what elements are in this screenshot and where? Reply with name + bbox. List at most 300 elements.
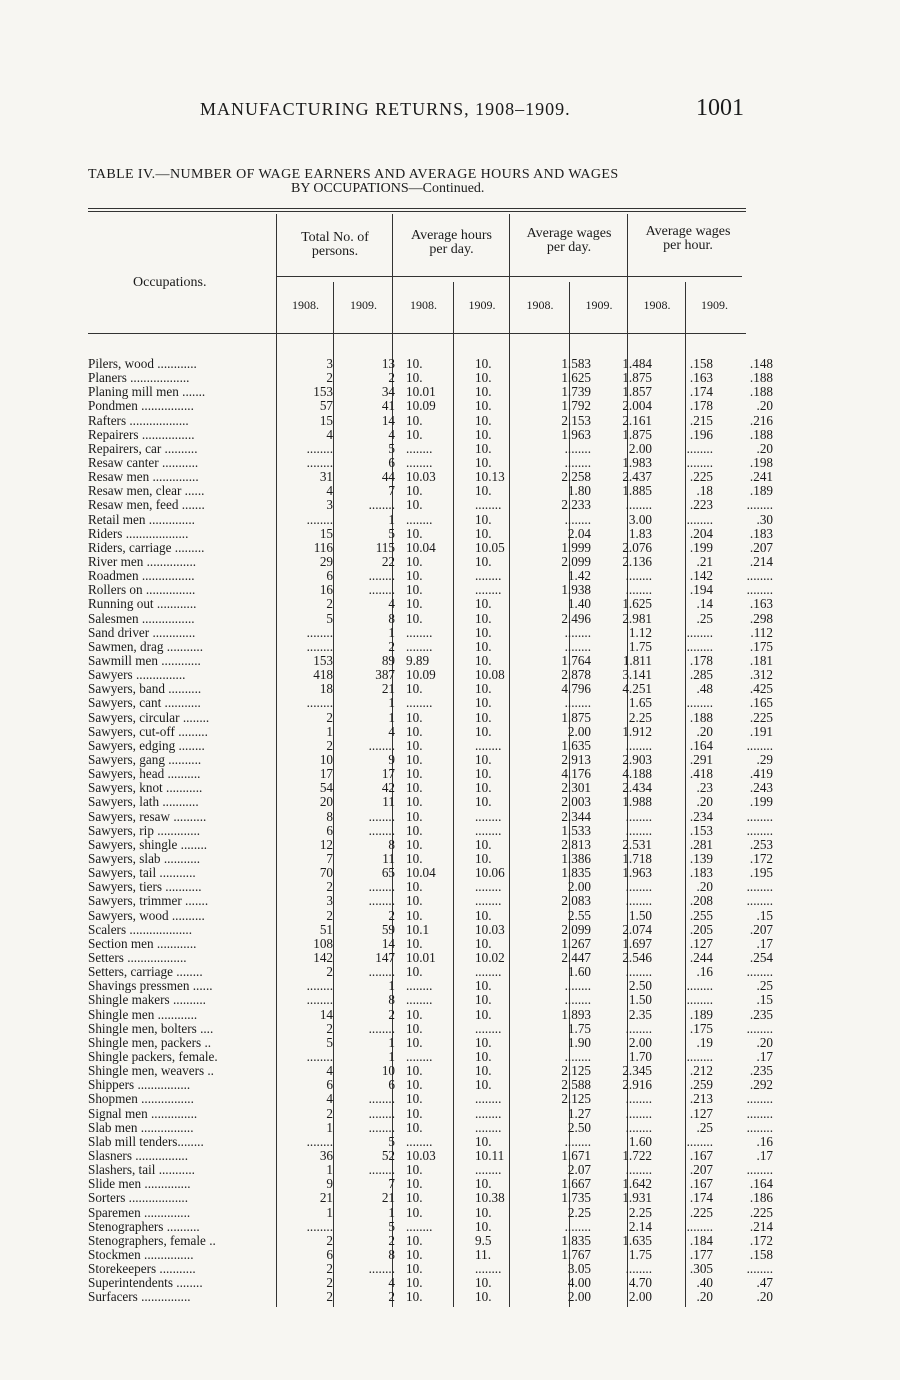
cell-wages-day-1909: 2.161 bbox=[622, 413, 652, 428]
cell-wages-day-1909: 2.076 bbox=[622, 540, 652, 555]
cell-wages-hour-1908: .196 bbox=[689, 427, 713, 442]
cell-hours-1908: ........ bbox=[406, 696, 433, 711]
cell-wages-hour-1908: .19 bbox=[696, 1035, 713, 1050]
cell-persons-1909: 8 bbox=[388, 993, 395, 1008]
cell-wages-day-1909: 1.75 bbox=[628, 639, 652, 654]
cell-hours-1908: 10. bbox=[406, 894, 423, 909]
cell-persons-1908: 2 bbox=[326, 1276, 333, 1291]
cell-wages-hour-1909: .235 bbox=[749, 1064, 773, 1079]
cell-persons-1908: 51 bbox=[319, 922, 333, 937]
cell-wages-day-1909: 2.437 bbox=[622, 470, 652, 485]
cell-occupation: Rollers on ............... bbox=[88, 583, 196, 598]
cell-wages-hour-1909: ........ bbox=[746, 880, 773, 895]
cell-hours-1909: 10.02 bbox=[475, 950, 505, 965]
table-row bbox=[88, 612, 776, 626]
cell-persons-1909: ........ bbox=[368, 965, 395, 980]
cell-persons-1909: ........ bbox=[368, 894, 395, 909]
table-row bbox=[88, 767, 776, 781]
cell-wages-day-1908: ........ bbox=[564, 639, 591, 654]
table-row bbox=[88, 1276, 776, 1290]
cell-wages-day-1909: 4.251 bbox=[622, 682, 652, 697]
cell-hours-1908: 10. bbox=[406, 611, 423, 626]
cell-wages-hour-1909: .20 bbox=[756, 1035, 773, 1050]
year-persons-1908: 1908. bbox=[292, 298, 319, 312]
table-row bbox=[88, 442, 776, 456]
wages-hour-header bbox=[629, 225, 747, 253]
cell-persons-1908: 108 bbox=[313, 936, 333, 951]
cell-wages-hour-1908: .174 bbox=[689, 385, 713, 400]
cell-hours-1908: 10. bbox=[406, 1191, 423, 1206]
cell-wages-day-1909: 2.136 bbox=[622, 554, 652, 570]
cell-hours-1909: 10. bbox=[475, 413, 492, 428]
cell-occupation: Resaw men .............. bbox=[88, 470, 199, 485]
table-row bbox=[88, 1036, 776, 1050]
cell-wages-hour-1909: .254 bbox=[749, 950, 773, 965]
cell-wages-hour-1909: .189 bbox=[749, 484, 773, 499]
cell-persons-1908: 54 bbox=[319, 781, 333, 796]
cell-wages-hour-1908: ........ bbox=[686, 1134, 713, 1149]
cell-wages-hour-1908: .142 bbox=[689, 569, 713, 584]
hours-header-line-1: Average hours bbox=[411, 228, 492, 243]
cell-persons-1908: 2 bbox=[326, 1021, 333, 1036]
cell-wages-day-1909: 2.00 bbox=[628, 441, 652, 456]
cell-wages-hour-1908: .127 bbox=[689, 1106, 713, 1121]
cell-occupation: Resaw men, feed ....... bbox=[88, 498, 205, 513]
cell-persons-1909: 147 bbox=[375, 950, 395, 965]
cell-hours-1909: 10. bbox=[475, 484, 492, 499]
cell-wages-day-1909: 2.903 bbox=[622, 752, 652, 767]
cell-wages-day-1908: ........ bbox=[564, 512, 591, 527]
cell-persons-1908: 57 bbox=[319, 399, 333, 414]
cell-wages-day-1909: ........ bbox=[625, 1106, 652, 1121]
cell-wages-day-1908: 1.739 bbox=[561, 385, 591, 400]
cell-hours-1908: 10. bbox=[406, 1021, 423, 1036]
cell-occupation: Shingle men, packers .. bbox=[88, 1035, 212, 1050]
cell-hours-1908: ........ bbox=[406, 993, 433, 1008]
hours-header-line-2: per day. bbox=[429, 242, 474, 257]
cell-persons-1908: 12 bbox=[319, 837, 333, 852]
cell-wages-hour-1908: .188 bbox=[689, 710, 713, 725]
table-row bbox=[88, 541, 776, 555]
cell-hours-1909: 10. bbox=[475, 1290, 492, 1305]
cell-wages-hour-1908: .178 bbox=[689, 653, 713, 669]
hours-header bbox=[394, 229, 509, 257]
cell-occupation: Sawyers, tail ........... bbox=[88, 866, 196, 881]
cell-wages-day-1909: ........ bbox=[625, 1021, 652, 1036]
cell-persons-1908: 2 bbox=[326, 1233, 333, 1248]
wages-day-header-line-2: per day. bbox=[546, 240, 592, 255]
cell-occupation: Shopmen ................ bbox=[88, 1092, 194, 1107]
cell-wages-hour-1909: ........ bbox=[746, 569, 773, 584]
cell-occupation: Repairers, car .......... bbox=[88, 441, 198, 456]
cell-hours-1908: 10. bbox=[406, 371, 423, 386]
cell-wages-hour-1908: .418 bbox=[689, 767, 713, 782]
cell-wages-day-1908: 2.00 bbox=[567, 724, 591, 739]
table-row bbox=[88, 739, 776, 753]
cell-persons-1908: 29 bbox=[319, 554, 333, 570]
cell-hours-1909: ........ bbox=[475, 498, 502, 513]
cell-occupation: River men ............... bbox=[88, 554, 197, 570]
cell-persons-1909: 21 bbox=[381, 682, 395, 697]
cell-wages-hour-1909: .172 bbox=[749, 851, 773, 866]
cell-hours-1909: 10. bbox=[475, 710, 492, 725]
cell-wages-hour-1909: .312 bbox=[749, 668, 773, 683]
cell-wages-day-1908: 2.496 bbox=[561, 611, 591, 626]
cell-wages-day-1909: 1.988 bbox=[622, 795, 652, 810]
table-row bbox=[88, 555, 776, 569]
cell-wages-hour-1909: .214 bbox=[749, 554, 773, 570]
cell-persons-1909: ........ bbox=[368, 1262, 395, 1277]
cell-hours-1908: 10. bbox=[406, 738, 423, 753]
cell-wages-day-1908: ........ bbox=[564, 979, 591, 994]
cell-occupation: Sawyers, band .......... bbox=[88, 682, 202, 697]
cell-persons-1909: 6 bbox=[388, 455, 395, 471]
cell-wages-hour-1909: .253 bbox=[749, 837, 773, 852]
cell-persons-1909: 2 bbox=[388, 1233, 395, 1248]
cell-persons-1908: ........ bbox=[306, 1219, 333, 1234]
cell-wages-hour-1909: .112 bbox=[750, 625, 773, 640]
cell-occupation: Sawmen, drag ........... bbox=[88, 639, 204, 654]
cell-wages-hour-1908: .21 bbox=[696, 554, 713, 570]
cell-occupation: Sand driver ............. bbox=[88, 625, 196, 640]
cell-wages-day-1909: 2.981 bbox=[622, 611, 652, 626]
cell-wages-day-1908: 1.735 bbox=[561, 1191, 591, 1206]
cell-wages-day-1909: 1.722 bbox=[622, 1148, 652, 1163]
cell-persons-1909: 1 bbox=[388, 1035, 395, 1050]
cell-occupation: Running out ............ bbox=[88, 597, 197, 612]
table-row bbox=[88, 385, 776, 399]
cell-hours-1909: 10. bbox=[475, 427, 492, 442]
cell-persons-1909: 22 bbox=[381, 554, 395, 570]
cell-wages-day-1909: 1.60 bbox=[628, 1134, 652, 1149]
table-row bbox=[88, 937, 776, 951]
cell-wages-hour-1908: .208 bbox=[689, 894, 713, 909]
cell-wages-day-1909: 1.75 bbox=[628, 1247, 652, 1262]
cell-persons-1909: ........ bbox=[368, 738, 395, 753]
cell-wages-hour-1909: .20 bbox=[756, 441, 773, 456]
cell-persons-1908: 4 bbox=[326, 427, 333, 442]
cell-wages-day-1908: 1.767 bbox=[561, 1247, 591, 1262]
cell-hours-1909: 10. bbox=[475, 1177, 492, 1192]
cell-persons-1908: 2 bbox=[326, 371, 333, 386]
table-caption bbox=[88, 168, 748, 196]
cell-occupation: Shingle men ............ bbox=[88, 1007, 198, 1022]
table-row bbox=[88, 371, 776, 385]
table-row bbox=[88, 1121, 776, 1135]
cell-wages-day-1908: 1.90 bbox=[567, 1035, 591, 1050]
cell-wages-day-1908: 2.301 bbox=[561, 781, 591, 796]
cell-wages-hour-1908: .127 bbox=[689, 936, 713, 951]
cell-occupation: Shingle men, weavers .. bbox=[88, 1064, 214, 1079]
cell-hours-1909: 10. bbox=[475, 993, 492, 1008]
table-row bbox=[88, 1092, 776, 1106]
cell-hours-1908: 10. bbox=[406, 1106, 423, 1121]
cell-persons-1909: 9 bbox=[388, 752, 395, 767]
cell-wages-hour-1908: .174 bbox=[689, 1191, 713, 1206]
cell-persons-1908: 20 bbox=[319, 795, 333, 810]
cell-persons-1909: 1 bbox=[388, 696, 395, 711]
cell-wages-hour-1909: .195 bbox=[749, 866, 773, 881]
cell-hours-1908: 10. bbox=[406, 1163, 423, 1178]
cell-occupation: Sawmill men ............ bbox=[88, 653, 201, 669]
cell-occupation: Riders ................... bbox=[88, 526, 189, 541]
cell-hours-1909: 10. bbox=[475, 682, 492, 697]
cell-hours-1908: 10. bbox=[406, 1290, 423, 1305]
cell-wages-day-1908: 2.099 bbox=[561, 922, 591, 937]
page-number: 1001 bbox=[696, 95, 744, 121]
wages-hour-header-line-2: per hour. bbox=[663, 238, 713, 253]
table-row bbox=[88, 753, 776, 767]
cell-wages-day-1909: 2.004 bbox=[622, 399, 652, 414]
cell-hours-1908: 10. bbox=[406, 1205, 423, 1220]
cell-wages-hour-1908: .175 bbox=[689, 1021, 713, 1036]
cell-wages-hour-1909: .172 bbox=[749, 1233, 773, 1248]
cell-persons-1909: ........ bbox=[368, 498, 395, 513]
cell-persons-1908: 3 bbox=[326, 357, 333, 372]
cell-occupation: Stenographers, female .. bbox=[88, 1233, 216, 1248]
cell-wages-hour-1909: .17 bbox=[756, 1148, 773, 1163]
cell-hours-1909: 10. bbox=[475, 639, 492, 654]
cell-wages-hour-1908: .223 bbox=[689, 498, 713, 513]
cell-occupation: Sorters .................. bbox=[88, 1191, 189, 1206]
cell-occupation: Resaw canter ........... bbox=[88, 455, 199, 471]
cell-wages-hour-1908: .153 bbox=[689, 823, 713, 838]
table-row bbox=[88, 414, 776, 428]
cell-hours-1908: 10. bbox=[406, 1078, 423, 1093]
cell-persons-1908: 6 bbox=[326, 569, 333, 584]
cell-wages-day-1908: 2.447 bbox=[561, 950, 591, 965]
cell-hours-1908: 10. bbox=[406, 569, 423, 584]
cell-wages-hour-1908: ........ bbox=[686, 512, 713, 527]
cell-wages-hour-1909: .163 bbox=[749, 597, 773, 612]
cell-wages-day-1909: 2.345 bbox=[622, 1064, 652, 1079]
table-row bbox=[88, 1234, 776, 1248]
cell-persons-1908: 1 bbox=[326, 1120, 333, 1135]
cell-occupation: Superintendents ........ bbox=[88, 1276, 203, 1291]
cell-wages-hour-1909: .16 bbox=[756, 1134, 773, 1149]
cell-persons-1908: ........ bbox=[306, 1134, 333, 1149]
cell-persons-1909: 1 bbox=[388, 512, 395, 527]
cell-persons-1909: 8 bbox=[388, 1247, 395, 1262]
cell-wages-day-1909: 1.697 bbox=[622, 936, 652, 951]
table-row bbox=[88, 498, 776, 512]
cell-hours-1908: ........ bbox=[406, 1134, 433, 1149]
cell-wages-hour-1909: .29 bbox=[756, 752, 773, 767]
table-row bbox=[88, 795, 776, 809]
cell-hours-1909: 10. bbox=[475, 1035, 492, 1050]
cell-persons-1909: 42 bbox=[381, 781, 395, 796]
cell-wages-hour-1908: .48 bbox=[696, 682, 713, 697]
top-rule bbox=[88, 208, 746, 209]
cell-persons-1909: 1 bbox=[388, 625, 395, 640]
cell-hours-1908: 10.1 bbox=[406, 922, 430, 937]
cell-persons-1909: 6 bbox=[388, 1078, 395, 1093]
cell-hours-1909: 10. bbox=[475, 1134, 492, 1149]
cell-wages-day-1908: 2.50 bbox=[567, 1120, 591, 1135]
cell-hours-1908: 10. bbox=[406, 936, 423, 951]
cell-persons-1908: ........ bbox=[306, 1049, 333, 1064]
cell-hours-1909: 10. bbox=[475, 696, 492, 711]
cell-occupation: Pondmen ................ bbox=[88, 399, 194, 414]
cell-wages-hour-1909: .241 bbox=[749, 470, 773, 485]
cell-wages-hour-1909: .158 bbox=[749, 1247, 773, 1262]
cell-persons-1909: 59 bbox=[381, 922, 395, 937]
cell-hours-1908: 10. bbox=[406, 781, 423, 796]
cell-persons-1908: ........ bbox=[306, 625, 333, 640]
cell-wages-hour-1908: ........ bbox=[686, 639, 713, 654]
cell-hours-1909: 10. bbox=[475, 371, 492, 386]
cell-wages-day-1908: 1.835 bbox=[561, 1233, 591, 1248]
cell-wages-hour-1909: .186 bbox=[749, 1191, 773, 1206]
cell-hours-1908: ........ bbox=[406, 625, 433, 640]
cell-wages-day-1908: 1.583 bbox=[561, 357, 591, 372]
cell-persons-1909: 65 bbox=[381, 866, 395, 881]
cell-wages-hour-1908: ........ bbox=[686, 993, 713, 1008]
cell-wages-hour-1908: .164 bbox=[689, 738, 713, 753]
cell-wages-day-1908: 2.04 bbox=[567, 526, 591, 541]
table-row bbox=[88, 1191, 776, 1205]
cell-persons-1908: 2 bbox=[326, 1290, 333, 1305]
cell-persons-1908: 5 bbox=[326, 1035, 333, 1050]
cell-wages-day-1908: 1.75 bbox=[567, 1021, 591, 1036]
cell-hours-1909: 10. bbox=[475, 1049, 492, 1064]
cell-wages-day-1908: 3.05 bbox=[567, 1262, 591, 1277]
cell-occupation: Shippers ................ bbox=[88, 1078, 191, 1093]
cell-wages-day-1908: 2.099 bbox=[561, 554, 591, 570]
cell-wages-day-1909: 2.00 bbox=[628, 1290, 652, 1305]
cell-wages-hour-1909: .188 bbox=[749, 385, 773, 400]
cell-wages-day-1908: 1.999 bbox=[561, 540, 591, 555]
cell-hours-1908: 10.03 bbox=[406, 470, 436, 485]
cell-wages-hour-1908: .183 bbox=[689, 866, 713, 881]
cell-wages-day-1908: 2.00 bbox=[567, 1290, 591, 1305]
cell-persons-1909: 21 bbox=[381, 1191, 395, 1206]
cell-wages-hour-1909: .20 bbox=[756, 399, 773, 414]
table-row bbox=[88, 1050, 776, 1064]
year-hours-1908: 1908. bbox=[410, 298, 437, 312]
caption-line-1: TABLE IV.—NUMBER OF WAGE EARNERS AND AVERAGE HOURS AND WAGES bbox=[88, 167, 619, 182]
cell-hours-1908: ........ bbox=[406, 455, 433, 471]
cell-wages-day-1908: ........ bbox=[564, 696, 591, 711]
cell-wages-day-1909: 1.912 bbox=[622, 724, 652, 739]
cell-persons-1909: 14 bbox=[381, 413, 395, 428]
cell-hours-1908: 10. bbox=[406, 752, 423, 767]
cell-persons-1908: 3 bbox=[326, 894, 333, 909]
cell-persons-1909: ........ bbox=[368, 1120, 395, 1135]
cell-wages-hour-1908: .167 bbox=[689, 1177, 713, 1192]
table-row bbox=[88, 597, 776, 611]
cell-wages-hour-1908: .259 bbox=[689, 1078, 713, 1093]
cell-wages-hour-1908: ........ bbox=[686, 455, 713, 471]
cell-hours-1909: 10. bbox=[475, 611, 492, 626]
occupations-table bbox=[88, 357, 776, 1304]
cell-wages-day-1909: 1.857 bbox=[622, 385, 652, 400]
cell-wages-hour-1909: .15 bbox=[756, 993, 773, 1008]
cell-occupation: Sawyers, lath ........... bbox=[88, 795, 199, 810]
cell-wages-day-1909: ........ bbox=[625, 1262, 652, 1277]
cell-persons-1908: 7 bbox=[326, 851, 333, 866]
cell-wages-hour-1908: ........ bbox=[686, 625, 713, 640]
cell-persons-1908: 2 bbox=[326, 738, 333, 753]
cell-wages-day-1909: 2.531 bbox=[622, 837, 652, 852]
cell-wages-hour-1909: .188 bbox=[749, 371, 773, 386]
table-row bbox=[88, 357, 776, 371]
table-row bbox=[88, 965, 776, 979]
cell-hours-1908: 10.04 bbox=[406, 866, 436, 881]
cell-persons-1908: 2 bbox=[326, 1106, 333, 1121]
table-row bbox=[88, 1163, 776, 1177]
cell-wages-day-1908: 1.875 bbox=[561, 710, 591, 725]
cell-wages-day-1908: 2.588 bbox=[561, 1078, 591, 1093]
cell-wages-day-1908: 2.25 bbox=[567, 1205, 591, 1220]
cell-wages-day-1909: 2.50 bbox=[628, 979, 652, 994]
cell-persons-1908: 31 bbox=[319, 470, 333, 485]
cell-occupation: Riders, carriage ......... bbox=[88, 540, 205, 555]
table-row bbox=[88, 640, 776, 654]
table-row bbox=[88, 993, 776, 1007]
cell-wages-day-1908: ........ bbox=[564, 993, 591, 1008]
cell-wages-day-1908: 2.233 bbox=[561, 498, 591, 513]
cell-hours-1908: 10. bbox=[406, 1262, 423, 1277]
cell-wages-hour-1908: .255 bbox=[689, 908, 713, 923]
cell-persons-1909: ........ bbox=[368, 583, 395, 598]
table-row bbox=[88, 923, 776, 937]
table-row bbox=[88, 979, 776, 993]
cell-wages-day-1908: 2.878 bbox=[561, 668, 591, 683]
cell-hours-1908: 10. bbox=[406, 526, 423, 541]
cell-occupation: Sparemen .............. bbox=[88, 1205, 191, 1220]
cell-wages-hour-1909: .17 bbox=[756, 1049, 773, 1064]
cell-wages-day-1909: 1.70 bbox=[628, 1049, 652, 1064]
cell-occupation: Setters .................. bbox=[88, 950, 187, 965]
cell-wages-hour-1908: .177 bbox=[689, 1247, 713, 1262]
cell-persons-1908: 15 bbox=[319, 526, 333, 541]
cell-occupation: Sawyers, head .......... bbox=[88, 767, 201, 782]
cell-occupation: Sawyers, gang .......... bbox=[88, 752, 202, 767]
cell-wages-hour-1908: .305 bbox=[689, 1262, 713, 1277]
cell-wages-day-1909: ........ bbox=[625, 738, 652, 753]
table-row bbox=[88, 428, 776, 442]
table-row bbox=[88, 513, 776, 527]
cell-persons-1908: 1 bbox=[326, 1205, 333, 1220]
cell-wages-day-1908: 1.893 bbox=[561, 1007, 591, 1022]
cell-wages-day-1909: 1.635 bbox=[622, 1233, 652, 1248]
cell-hours-1909: 10. bbox=[475, 1219, 492, 1234]
cell-hours-1909: 9.5 bbox=[475, 1233, 492, 1248]
cell-wages-day-1909: 1.642 bbox=[622, 1177, 652, 1192]
cell-persons-1909: 1 bbox=[388, 1049, 395, 1064]
table-row bbox=[88, 866, 776, 880]
cell-wages-day-1908: 4.176 bbox=[561, 767, 591, 782]
cell-hours-1909: ........ bbox=[475, 1262, 502, 1277]
cell-hours-1908: 10. bbox=[406, 357, 423, 372]
cell-wages-day-1908: 1.40 bbox=[567, 597, 591, 612]
table-row bbox=[88, 880, 776, 894]
cell-wages-hour-1909: .47 bbox=[756, 1276, 773, 1291]
cell-hours-1908: 10. bbox=[406, 710, 423, 725]
cell-wages-hour-1908: .18 bbox=[696, 484, 713, 499]
table-row bbox=[88, 654, 776, 668]
cell-hours-1909: 10. bbox=[475, 597, 492, 612]
cell-wages-day-1909: ........ bbox=[625, 569, 652, 584]
cell-wages-hour-1908: .178 bbox=[689, 399, 713, 414]
cell-hours-1908: ........ bbox=[406, 512, 433, 527]
cell-wages-day-1909: 1.983 bbox=[622, 455, 652, 471]
cell-wages-hour-1909: .214 bbox=[749, 1219, 773, 1234]
cell-wages-hour-1909: ........ bbox=[746, 498, 773, 513]
cell-wages-hour-1908: .212 bbox=[689, 1064, 713, 1079]
cell-wages-day-1908: ........ bbox=[564, 1134, 591, 1149]
